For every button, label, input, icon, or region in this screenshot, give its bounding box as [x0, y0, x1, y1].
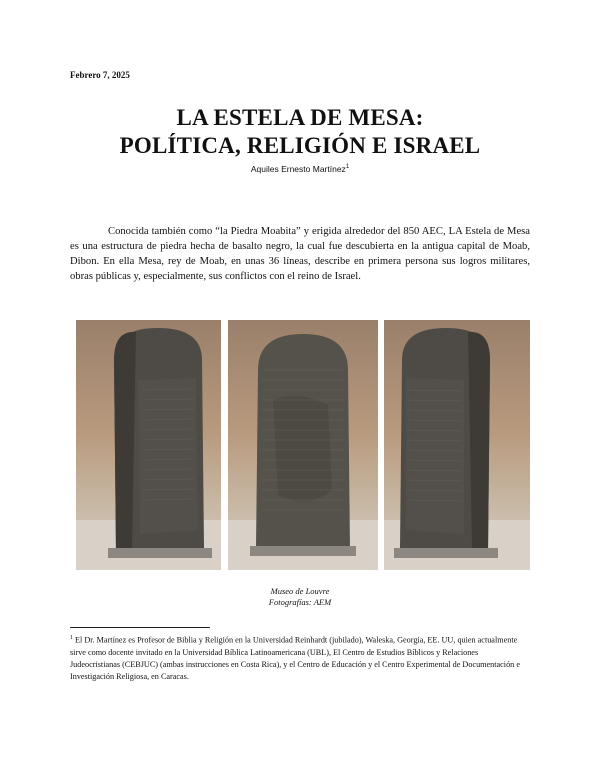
- footnote-divider: [70, 627, 210, 628]
- title-line-1: LA ESTELA DE MESA:: [176, 105, 424, 130]
- footnote: [70, 632, 530, 684]
- stele-photo-front: [228, 320, 378, 570]
- author-line: [0, 164, 600, 174]
- photo-caption: [0, 586, 600, 608]
- document-date: Febrero 7, 2025: [70, 70, 130, 80]
- title-line-2: POLÍTICA, RELIGIÓN E ISRAEL: [119, 133, 481, 158]
- document-title: [0, 104, 600, 160]
- stele-photo-left: [76, 320, 221, 570]
- caption-museum: Museo de Louvre: [270, 586, 330, 596]
- footnote-marker: 1: [70, 635, 73, 641]
- intro-paragraph: Conocida también como “la Piedra Moabita” y erigida alrededor del 850 AEC, LA Estela de Mesa es una estructura de piedra hecha de basalto negro, la cual fue descubierta en la antigua capital de Moab, Dibon. En ella Mesa, rey de Moab, en unas 36 líneas, describe en primera persona sus logros militares, obras públicas y, especialmente, sus conflictos con el reino de Israel.: [70, 226, 530, 282]
- stele-photo-right: [384, 320, 530, 570]
- caption-credit: Fotografías: AEM: [268, 597, 332, 607]
- footnote-text: El Dr. Martínez es Profesor de Biblia y Religión en la Universidad Reinhardt (jubilado), Waleska, Georgia, EE. UU, quien actualmente sirve como docente invitado en la Universidad Bíblica Latinoamericana (UBL), El Centro de Estudios Bíblicos y Relaciones Judeocristianas (CEBJUC) (ambas instrucciones en Costa Rica), y el Centro de Educación y el Centro Experimental de Documentación e Investigación Religiosa, en Caracas.: [70, 635, 520, 682]
- photo-gallery: [76, 320, 530, 570]
- author-name: Aquiles Ernesto Martínez: [250, 164, 346, 174]
- author-footnote-marker: 1: [345, 164, 350, 171]
